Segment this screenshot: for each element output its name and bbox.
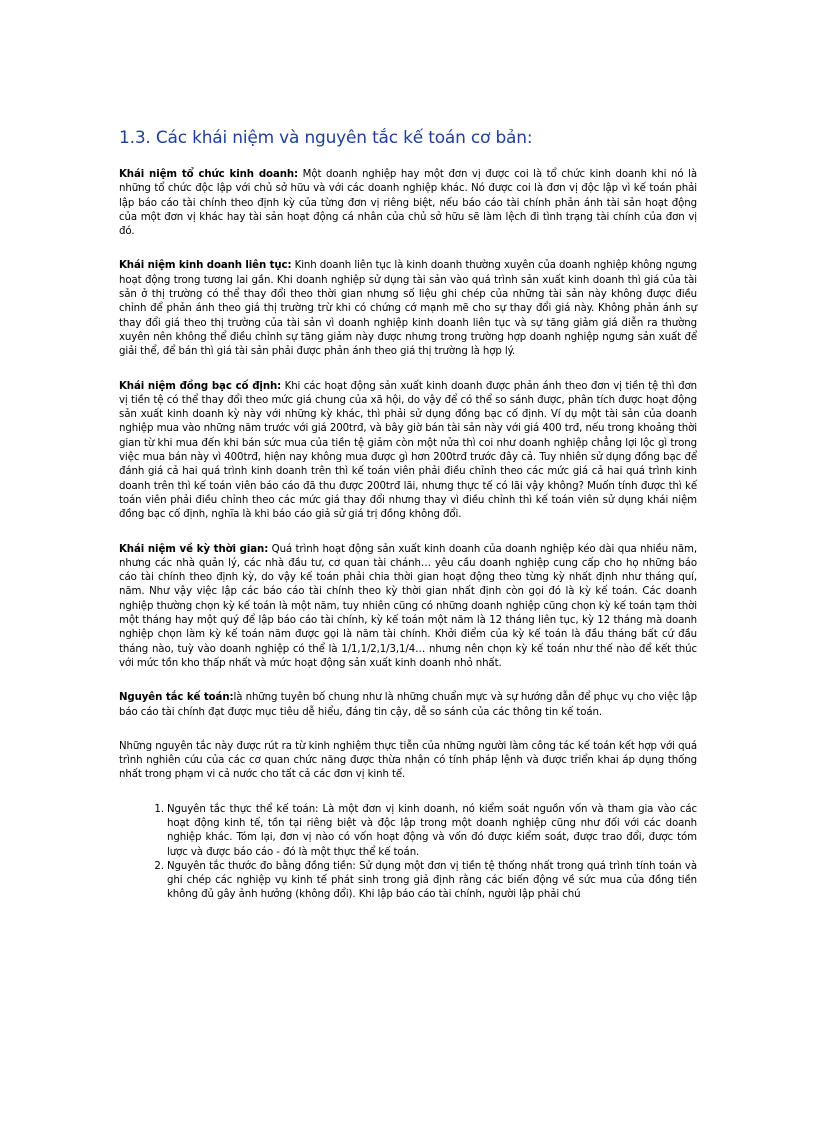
paragraph-time-period — [119, 543, 697, 672]
term-business-entity: Khái niệm tổ chức kinh doanh: — [119, 169, 299, 180]
term-going-concern: Khái niệm kinh doanh liên tục: — [119, 260, 292, 272]
principles-list — [119, 803, 697, 903]
text-accounting-principles: là những tuyên bố chung như là những chuẩn mực và sự hướng dẫn để phục vụ cho việc lập báo cáo tài chính đạt được mục tiêu dễ hiểu, đáng tin cậy, dễ so sánh của các thông tin kế toán. — [119, 692, 698, 718]
paragraph-going-concern — [119, 259, 697, 359]
text-going-concern: Kinh doanh liên tục là kinh doanh thường xuyên của doanh nghiệp không ngưng hoạt động trong tương lai gần. Khi doanh nghiệp sử dụng tài sản vào quá trình sản xuất kinh doanh thì giá của tài sản ở thị trường có thể thay đổi theo thời gian nhưng số liệu ghi chép của những tài sản này không được điều chỉnh để phản ánh theo giá thị trường trừ khi có chứng cớ mạnh mẽ cho sự thay đổi giá này. Không phản ánh sự thay đổi giá theo thị trường của tài sản vì doanh nghiệp kinh doanh liên tục và sự tăng giảm giá diễn ra thường xuyên nên không thể điều chỉnh sự tăng giảm này được nhưng trong trường hợp doanh nghiệp ngưng sản xuất để giải thể, để bán thì giá tài sản phải được phản ánh theo giá thị trường là hợp lý. — [119, 260, 698, 358]
term-accounting-principles: Nguyên tắc kế toán: — [119, 692, 234, 704]
text-principles-origin: Những nguyên tắc này được rút ra từ kinh nghiệm thực tiễn của những người làm công tác kế toán kết hợp với quá trình nghiên cứu của các cơ quan chức năng được thừa nhận có tính pháp lệnh và được triển khai áp dụng thống nhất trong phạm vi cả nước cho tất cả các đơn vị kinh tế. — [119, 740, 697, 781]
paragraph-principles-origin — [119, 740, 697, 783]
document-page — [119, 128, 697, 903]
text-business-entity: Một doanh nghiệp hay một đơn vị được coi là tổ chức kinh doanh khi nó là những tổ chức độc lập với chủ sở hữu và với các doanh nghiệp khác. Nó được coi là đơn vị độc lập vì kế toán phải lập báo cáo tài chính theo định kỳ của từng đơn vị riêng biệt, nếu báo cáo tài chính phản ánh tài sản hoạt động của một đơn vị khác hay tài sản hoạt động cá nhân của chủ sở hữu sẽ làm lệch đi tình trạng tài chính của đơn vị đó. — [119, 169, 697, 238]
term-time-period: Khái niệm về kỳ thời gian: — [119, 543, 269, 555]
list-item: 2. Nguyên tắc thước đo bằng đồng tiền: Sử dụng một đơn vị tiền tệ thống nhất trong quá trình tính toán và ghi chép các nghiệp vụ kinh tế phát sinh trong giả định rằng các biến động về sức mua của đồng tiền không đủ gây ảnh hưởng (không đổi). Khi lập báo cáo tài chính, người lập phải chú — [167, 860, 697, 903]
text-stable-currency: Khi các hoạt động sản xuất kinh doanh được phản ánh theo đơn vị tiền tệ thì đơn vị tiền tệ có thể thay đổi theo mức giá chung của xã hội, do vậy để có thể so sánh được, phân tích được hoạt động sản xuất kinh doanh kỳ này với những kỳ khác, thì phải sử dụng đồng bạc cố định. Ví dụ một tài sản của doanh nghiệp mua vào những năm trước với giá 200trđ, và bây giờ bán tài sản này với giá 400 trđ, nếu trong khoảng thời gian từ khi mua đến khi bán sức mua của tiền tệ giảm còn một nửa thì coi như doanh nghiệp chẳng lợi lộc gì trong việc mua bán này vì 400trđ, hiện nay không mua được gì hơn 200trđ trước đây cả. Tuy nhiên sử dụng đồng bạc để đánh giá cả hai quá trình kinh doanh trên thì kế toán viên phải điều chỉnh theo các mức giá cả hai quá trình kinh doanh trên thì kế toán viên báo cáo đã thu được 200trđ lãi, nhưng thực tế có lãi vậy không? Muốn tính được thì kế toán viên phải điều chỉnh theo các mức giá thay đổi nhưng thay vì điều chỉnh thì kế toán viên sử dụng khái niệm đồng bạc cố định, nghĩa là khi báo cáo giả sử giá trị đồng không đổi. — [119, 380, 697, 521]
paragraph-accounting-principles — [119, 691, 697, 720]
section-heading: 1.3. Các khái niệm và nguyên tắc kế toán cơ bản: — [119, 128, 533, 148]
term-stable-currency: Khái niệm đồng bạc cố định: — [119, 380, 282, 392]
list-item: 1. Nguyên tắc thực thể kế toán: Là một đơn vị kinh doanh, nó kiểm soát nguồn vốn và tham gia vào các hoạt động kinh tế, tồn tại riêng biệt và độc lập trong một doanh nghiệp cũng như đối với các doanh nghiệp khác. Tóm lại, đơn vị nào có vốn hoạt động và vốn đó được kiểm soát, được trao đổi, được tóm lược và được báo cáo - đó là một thực thể kế toán. — [167, 803, 697, 860]
paragraph-stable-currency — [119, 380, 697, 523]
paragraph-business-entity — [119, 168, 697, 239]
text-time-period: Quá trình hoạt động sản xuất kinh doanh của doanh nghiệp kéo dài qua nhiều năm, nhưng các nhà quản lý, các nhà đầu tư, cơ quan tài chánh… yêu cầu doanh nghiệp cung cấp cho họ những báo cáo tài chính theo định kỳ, do vậy kế toán phải chia thời gian hoạt động theo từng kỳ nhất định như tháng quí, năm. Như vậy việc lập các báo cáo tài chính theo kỳ thời gian nhất định còn gọi đó là kỳ kế toán. Các doanh nghiệp thường chọn kỳ kế toán là một năm, tuy nhiên cũng có những doanh nghiệp cũng chọn kỳ kế toán tạm thời một tháng hay một quý để lập báo cáo tài chính, kỳ kế toán một năm là 12 tháng liên tục, kỳ 12 tháng mà doanh nghiệp chọn làm kỳ kế toán năm được gọi là năm tài chính. Khởi điểm của kỳ kế toán là đầu tháng bất cứ đầu tháng nào, tuỳ vào doanh nghiệp có thể là 1/1,1/2,1/3,1/4… nhưng nên chọn kỳ kế toán như thế nào để kết thúc với mức tồn kho thấp nhất và mức hoạt động sản xuất kinh doanh nhỏ nhất. — [119, 543, 697, 669]
